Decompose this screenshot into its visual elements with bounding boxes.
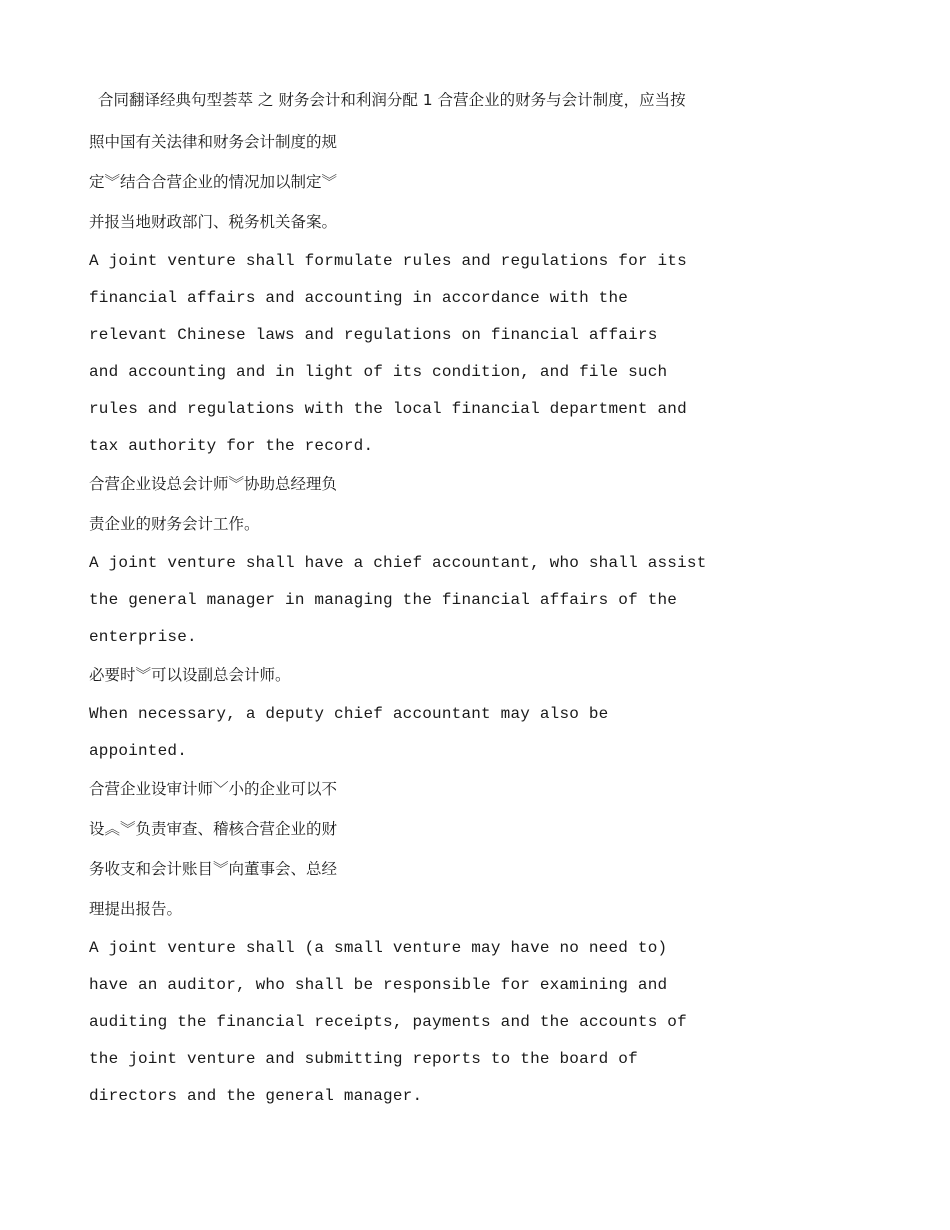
text-line: When necessary, a deputy chief accountant may also be [89,705,609,723]
text-line: tax authority for the record. [89,437,374,455]
text-line: A joint venture shall (a small venture may have no need to) [89,939,668,957]
text-line: rules and regulations with the local financial department and [89,400,687,418]
text-line: relevant Chinese laws and regulations on financial affairs [89,326,658,344]
text-line: 并报当地财政部门、税务机关备案。 [89,213,338,231]
text-line: A joint venture shall formulate rules and regulations for its [89,252,687,270]
text-line: and accounting and in light of its condition, and file such [89,363,668,381]
text-line: have an auditor, who shall be responsible for examining and [89,976,668,994]
text-line: 务收支和会计账目︾向董事会、总经 [89,860,338,878]
text-line: 责企业的财务会计工作。 [89,515,260,533]
text-line: 合营企业设总会计师︾协助总经理负 [89,475,338,493]
text-line: financial affairs and accounting in accordance with the [89,289,629,307]
text-line: the joint venture and submitting reports to the board of [89,1050,638,1068]
text-line: 设︽︾负责审查、稽核合营企业的财 [89,820,338,838]
text-line: enterprise. [89,628,197,646]
text-line: the general manager in managing the financial affairs of the [89,591,678,609]
text-line: appointed. [89,742,188,760]
text-line: 合营企业设审计师﹀小的企业可以不 [89,780,338,798]
text-line: 照中国有关法律和财务会计制度的规 [89,133,338,151]
document-body [89,86,869,1120]
text-line: 必要时︾可以设副总会计师。 [89,666,291,684]
text-line: 定︾结合合营企业的情况加以制定︾ [89,173,338,191]
document-heading: 合同翻译经典句型荟萃 之 财务会计和利润分配 1 合营企业的财务与会计制度，应当按 [98,91,686,109]
text-line: 理提出报告。 [89,900,183,918]
text-line: directors and the general manager. [89,1087,423,1105]
text-line: A joint venture shall have a chief accountant, who shall assist [89,554,707,572]
text-line: auditing the financial receipts, payments and the accounts of [89,1013,687,1031]
